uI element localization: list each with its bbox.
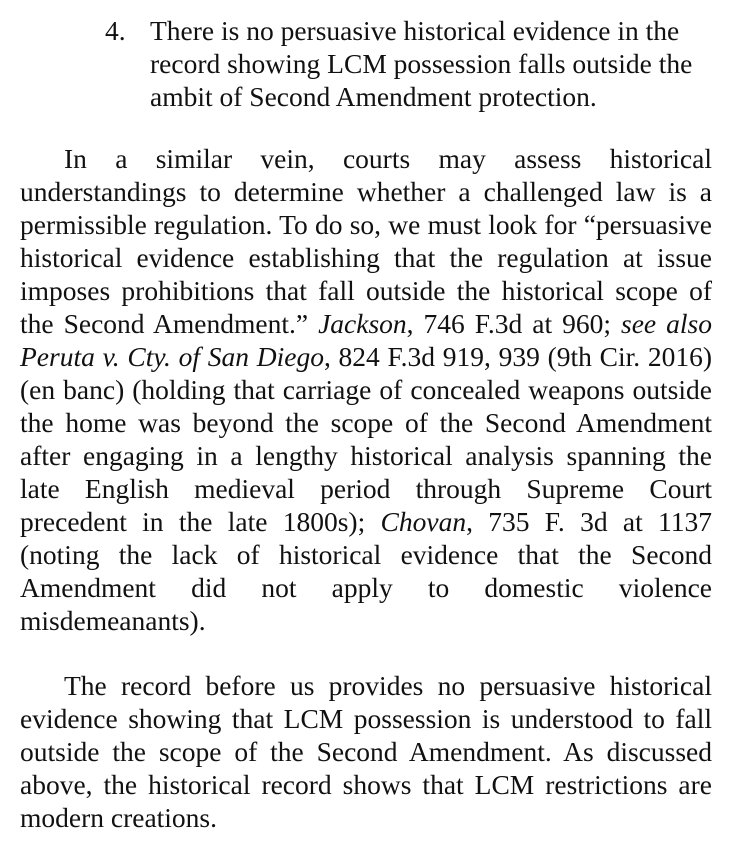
paragraph1-text-4: , 735 F. 3d at 1137 (noting the lack of historical evidence that the Second Amendment did not apply to domestic violence misdemeanants).	[20, 506, 712, 636]
case-citation-peruta: see also Peruta v. Cty. of San Diego	[20, 308, 712, 372]
heading-number: 4.	[105, 15, 126, 46]
paragraph-historical-understandings	[20, 142, 712, 637]
paragraph-record-conclusion: The record before us provides no persuasive historical evidence showing that LCM possession is understood to fall outside the scope of the Second Amendment. As discussed above, the historical record shows that LCM restrictions are modern creations.	[20, 670, 712, 833]
paragraph1-text-1: In a similar vein, courts may assess historical understandings to determine whether a challenged law is a permissible regulation. To do so, we must look for “persuasive historical evidence establishing that the regulation at issue imposes prohibitions that fall outside the historical scope of the Second Amendment.”	[20, 143, 712, 339]
section-heading	[105, 14, 717, 113]
case-citation-jackson: Jackson	[318, 308, 407, 339]
heading-text: There is no persuasive historical evidence in the record showing LCM possession falls outside the ambit of Second Amendment protection.	[150, 15, 693, 112]
paragraph1-text-3: , 824 F.3d 919, 939 (9th Cir. 2016) (en banc) (holding that carriage of concealed weapons outside the home was beyond the scope of the Second Amendment after engaging in a lengthy historical analysis spanning the late English medieval period through Supreme Court precedent in the late 1800s);	[20, 341, 713, 537]
case-citation-chovan: Chovan	[380, 506, 467, 537]
paragraph1-text-2: , 746 F.3d at 960;	[406, 308, 622, 339]
